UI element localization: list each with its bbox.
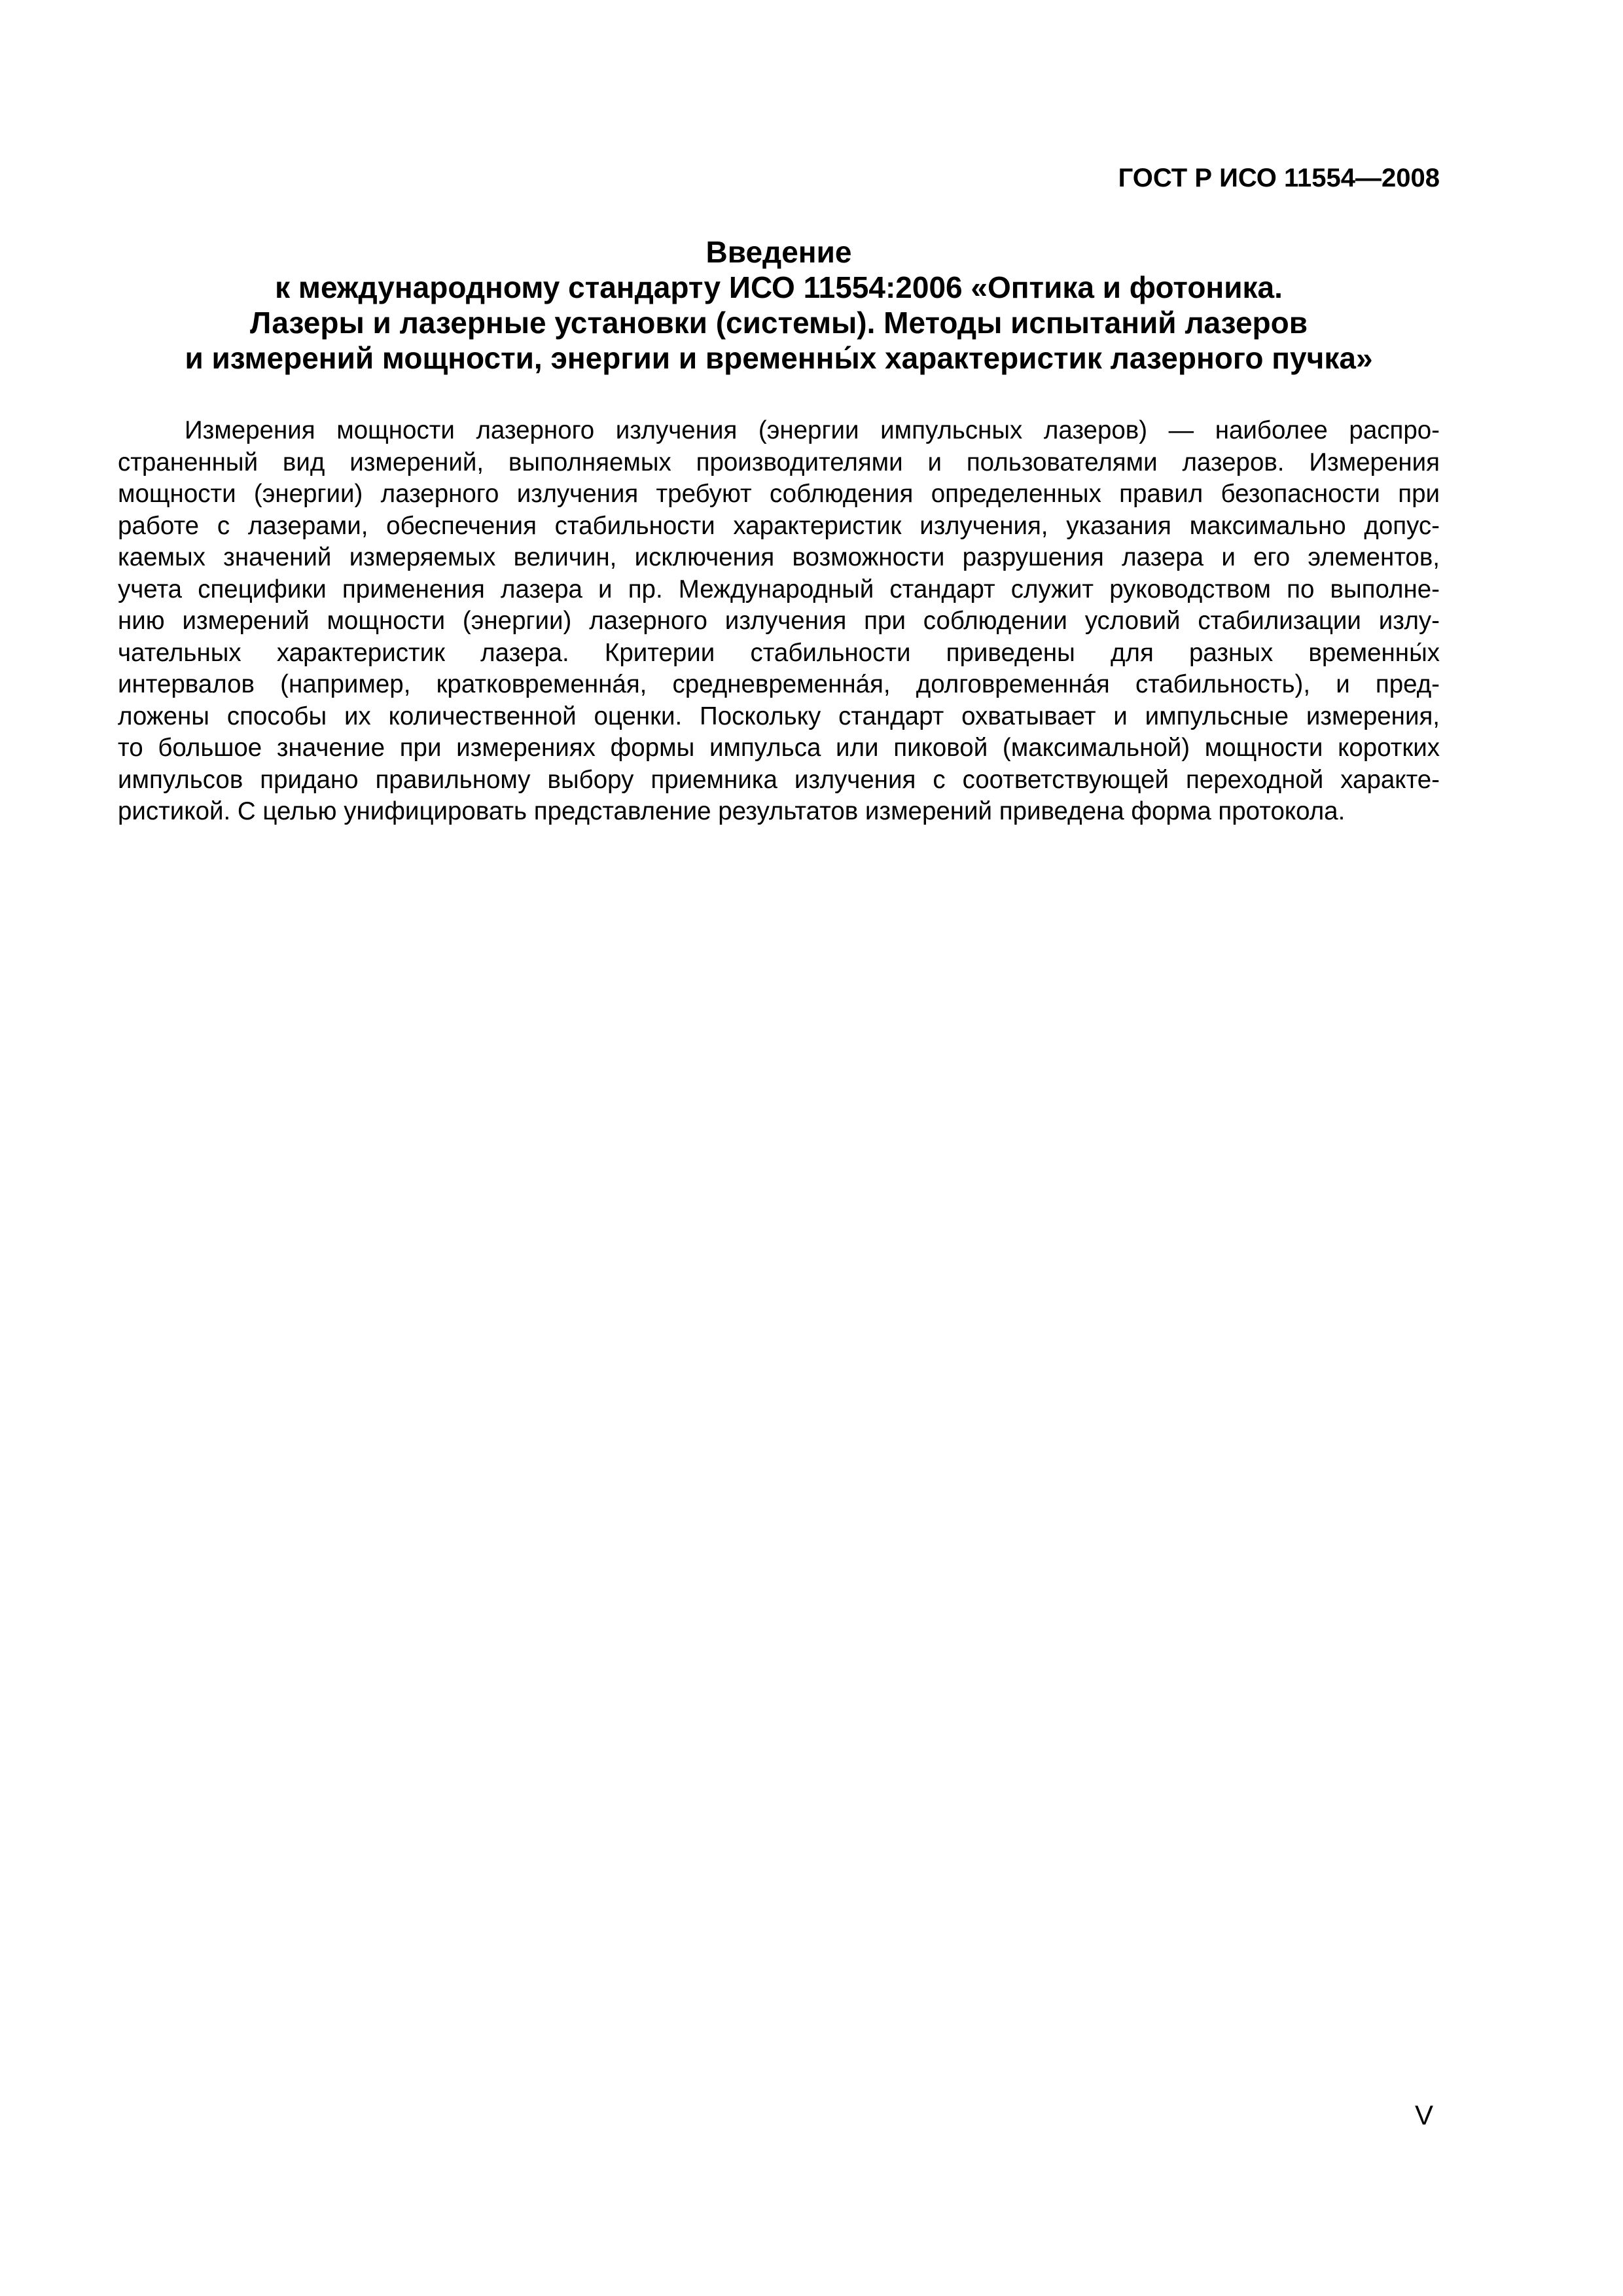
document-code: ГОСТ Р ИСО 11554—2008 xyxy=(1118,164,1440,192)
paragraph-line: импульсов придано правильному выбору приемника излучения с соответствующей переходной характе- xyxy=(118,765,1440,794)
paragraph-line: мощности (энергии) лазерного излучения требуют соблюдения определенных правил безопасности при xyxy=(118,480,1440,508)
title-line: к международному стандарту ИСО 11554:2006 «Оптика и фотоника. xyxy=(275,270,1283,304)
paragraph-line: работе с лазерами, обеспечения стабильности характеристик излучения, указания максимально допус- xyxy=(118,511,1440,540)
paragraph-line: Измерения мощности лазерного излучения (энергии импульсных лазеров) — наиболее распро- xyxy=(185,416,1440,444)
introduction-title xyxy=(118,234,1440,376)
paragraph-line: интервалов (например, кратковременна́я, средневременна́я, долговременна́я стабильность), и пред- xyxy=(118,670,1440,698)
paragraph-line: страненный вид измерений, выполняемых производителями и пользователями лазеров. Измерения xyxy=(118,448,1440,476)
introduction-paragraph xyxy=(118,415,1440,828)
paragraph-line: ложены способы их количественной оценки. Поскольку стандарт охватывает и импульсные измерения, xyxy=(118,702,1440,730)
paragraph-line: каемых значений измеряемых величин, исключения возможности разрушения лазера и его элементов, xyxy=(118,543,1440,571)
page-number: V xyxy=(1414,2100,1433,2130)
paragraph-line: то большое значение при измерениях формы импульса или пиковой (максимальной) мощности коротких xyxy=(118,734,1440,762)
paragraph-line: чательных характеристик лазера. Критерии стабильности приведены для разных временны́х xyxy=(118,638,1440,667)
paragraph-line: учета специфики применения лазера и пр. Международный стандарт служит руководством по выполне- xyxy=(118,575,1440,603)
title-line: Введение xyxy=(705,235,852,269)
paragraph-line: ристикой. С целью унифицировать представление результатов измерений приведена форма протокола. xyxy=(118,797,1346,825)
title-line: и измерений мощности, энергии и временны́х характеристик лазерного пучка» xyxy=(185,341,1373,375)
paragraph-line: нию измерений мощности (энергии) лазерного излучения при соблюдении условий стабилизации излу- xyxy=(118,607,1440,635)
title-line: Лазеры и лазерные установки (системы). Методы испытаний лазеров xyxy=(249,306,1308,340)
